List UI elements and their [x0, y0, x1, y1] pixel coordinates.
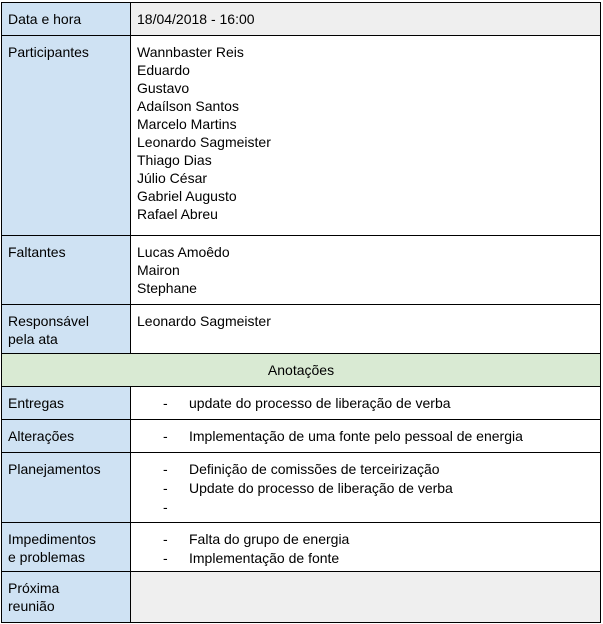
impediments-label-line: Impedimentos	[8, 531, 96, 547]
list-item	[159, 394, 594, 413]
impediments-label	[2, 523, 131, 572]
participant-name: Adaílson Santos	[137, 98, 239, 114]
next-meeting-label-line: Próxima	[8, 580, 60, 596]
changes-cell	[131, 420, 601, 453]
notes-header-row	[2, 354, 601, 387]
absent-row	[2, 236, 601, 305]
responsible-label-line: Responsável	[8, 313, 89, 329]
absent-name: Stephane	[137, 280, 197, 296]
list-item	[159, 549, 594, 568]
dash-bullet: -	[163, 499, 168, 515]
next-meeting-label	[2, 572, 131, 623]
responsible-label	[2, 305, 131, 354]
responsible-row	[2, 305, 601, 354]
next-meeting-value	[131, 572, 601, 623]
absent-name: Mairon	[137, 262, 180, 278]
responsible-label-line: pela ata	[8, 331, 58, 347]
list-item-text: Falta do grupo de energia	[189, 531, 350, 547]
impediments-list	[137, 530, 594, 568]
participants-row	[2, 36, 601, 236]
dash-bullet: -	[163, 550, 168, 566]
absent-label: Faltantes	[2, 236, 131, 305]
next-meeting-label-line: reunião	[8, 598, 55, 614]
list-item-text: Implementação de fonte	[189, 550, 340, 566]
plans-label: Planejamentos	[2, 453, 131, 523]
list-item	[159, 498, 594, 517]
plans-row	[2, 453, 601, 523]
impediments-cell	[131, 523, 601, 572]
meeting-minutes-table	[1, 2, 601, 623]
participant-name: Wannbaster Reis	[137, 44, 244, 60]
list-item-text: Update do processo de liberação de verba	[189, 480, 453, 496]
dash-bullet: -	[163, 531, 168, 547]
participant-name: Gustavo	[137, 80, 190, 96]
dash-bullet: -	[163, 461, 168, 477]
participant-name: Marcelo Martins	[137, 116, 237, 132]
deliveries-cell	[131, 387, 601, 420]
participant-name: Eduardo	[137, 62, 190, 78]
deliveries-list	[137, 394, 594, 413]
datetime-row	[2, 3, 601, 36]
absent-list	[131, 236, 601, 305]
list-item	[159, 479, 594, 498]
datetime-label: Data e hora	[2, 3, 131, 36]
participants-label: Participantes	[2, 36, 131, 236]
datetime-value: 18/04/2018 - 16:00	[131, 3, 601, 36]
deliveries-row	[2, 387, 601, 420]
absent-name: Lucas Amoêdo	[137, 244, 230, 260]
responsible-value: Leonardo Sagmeister	[131, 305, 601, 354]
participants-list	[131, 36, 601, 236]
list-item-text: Definição de comissões de terceirização	[189, 461, 440, 477]
participant-name: Leonardo Sagmeister	[137, 134, 271, 150]
changes-list	[137, 427, 594, 446]
list-item	[159, 427, 594, 446]
next-meeting-row	[2, 572, 601, 623]
participant-name: Rafael Abreu	[137, 206, 218, 222]
list-item-text: update do processo de liberação de verba	[189, 395, 451, 411]
dash-bullet: -	[163, 395, 168, 411]
impediments-row	[2, 523, 601, 572]
list-item-text: Implementação de uma fonte pelo pessoal de energia	[189, 428, 523, 444]
dash-bullet: -	[163, 480, 168, 496]
participant-name: Júlio César	[137, 170, 208, 186]
impediments-label-line: e problemas	[8, 549, 86, 565]
list-item	[159, 460, 594, 479]
changes-row	[2, 420, 601, 453]
participant-name: Gabriel Augusto	[137, 188, 237, 204]
deliveries-label: Entregas	[2, 387, 131, 420]
participant-name: Thiago Dias	[137, 152, 212, 168]
notes-header: Anotações	[2, 354, 601, 387]
changes-label: Alterações	[2, 420, 131, 453]
plans-list	[137, 460, 594, 517]
plans-cell	[131, 453, 601, 523]
dash-bullet: -	[163, 428, 168, 444]
list-item	[159, 530, 594, 549]
